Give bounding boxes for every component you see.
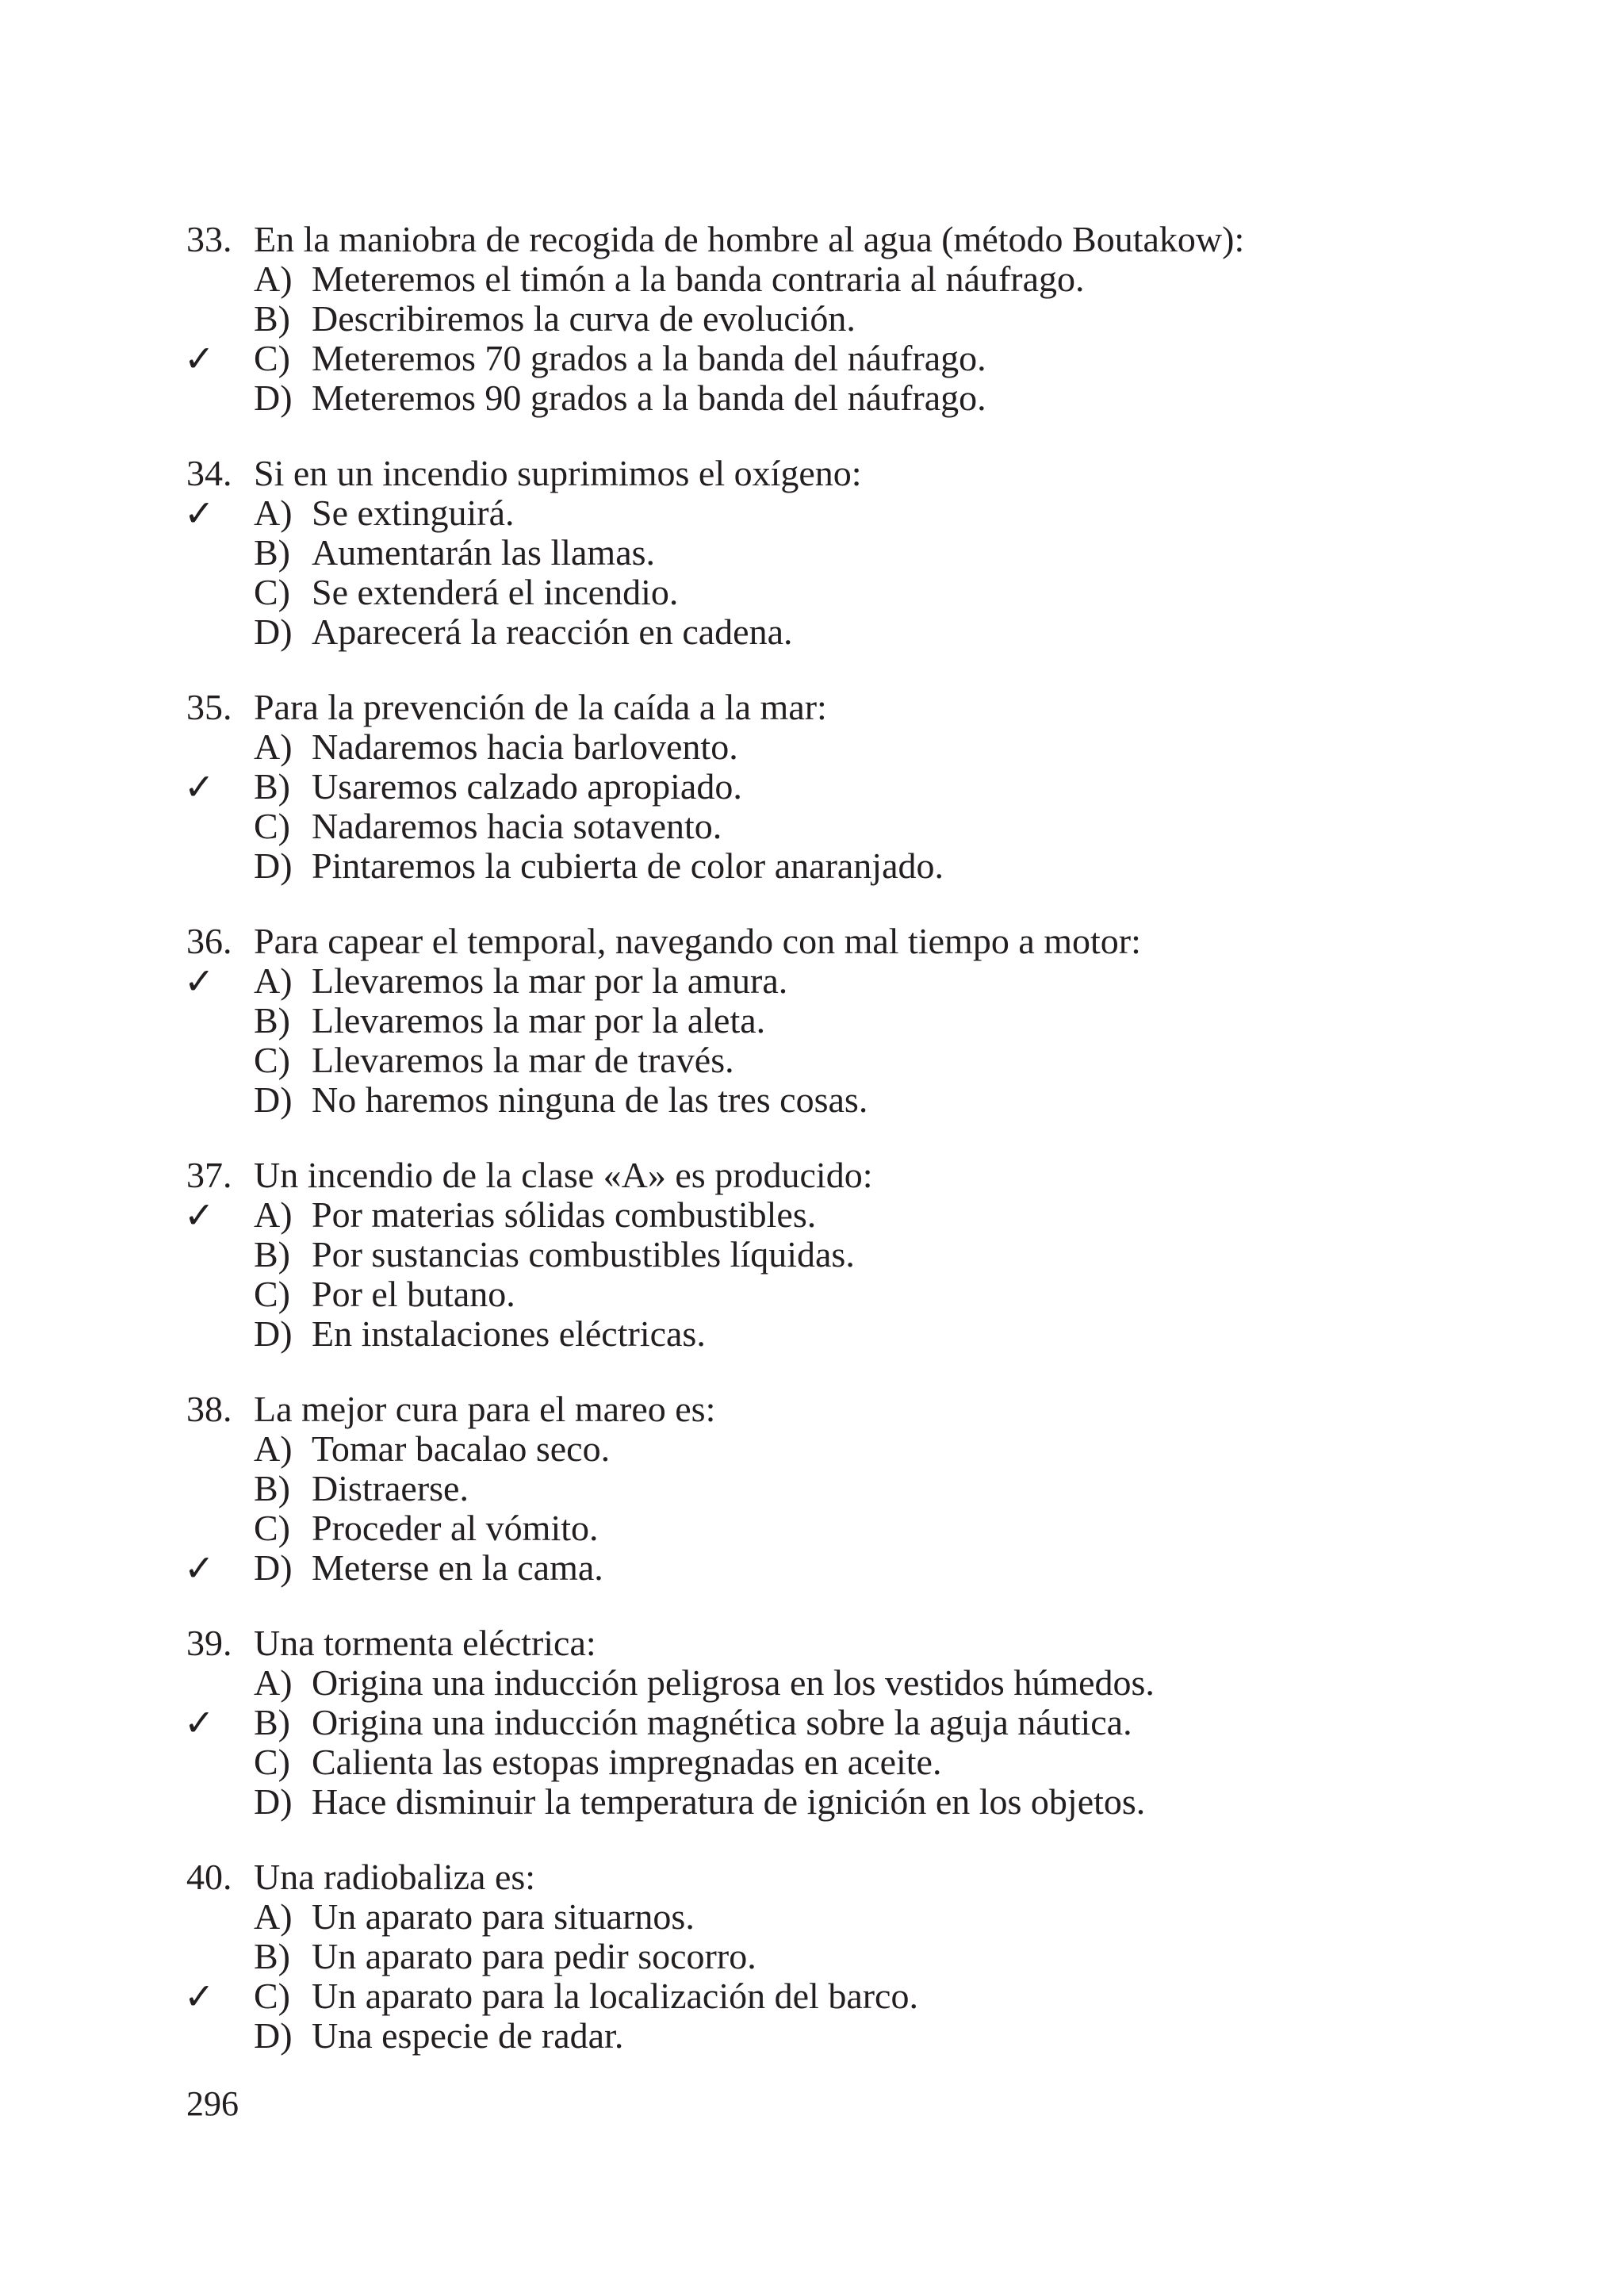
- option-text: Calienta las estopas impregnadas en aceite.: [312, 1742, 942, 1782]
- option-letter: A): [254, 259, 293, 299]
- answer-option-b: [0, 533, 1624, 573]
- question-number: 39.: [186, 1623, 232, 1663]
- question-number: 40.: [186, 1857, 232, 1897]
- question-text: Un incendio de la clase «A» es producido:: [254, 1155, 873, 1195]
- page-number: 296: [186, 2084, 239, 2123]
- answer-option-a: [0, 1195, 1624, 1235]
- option-text: Nadaremos hacia sotavento.: [312, 806, 722, 846]
- question-text: Si en un incendio suprimimos el oxígeno:: [254, 453, 862, 493]
- option-letter: B): [254, 1468, 290, 1508]
- answer-option-a: [0, 727, 1624, 767]
- option-text: Aparecerá la reacción en cadena.: [312, 611, 793, 652]
- option-letter: B): [254, 766, 290, 807]
- option-letter: C): [254, 572, 290, 612]
- question-34: [0, 454, 1624, 652]
- option-letter: C): [254, 1274, 290, 1314]
- option-text: En instalaciones eléctricas.: [312, 1313, 706, 1354]
- answer-option-c: [0, 1274, 1624, 1314]
- answer-option-a: [0, 1663, 1624, 1703]
- answer-option-c: [0, 807, 1624, 846]
- option-text: Un aparato para la localización del barco.: [312, 1976, 918, 2016]
- question-list: [0, 220, 1624, 2091]
- option-letter: A): [254, 1662, 293, 1703]
- option-text: Distraerse.: [312, 1468, 469, 1508]
- option-letter: C): [254, 1040, 290, 1080]
- answer-option-b: [0, 767, 1624, 807]
- question-stem: [0, 1389, 1624, 1429]
- question-text: La mejor cura para el mareo es:: [254, 1389, 716, 1429]
- option-letter: D): [254, 2015, 293, 2056]
- option-letter: B): [254, 532, 290, 573]
- answer-option-a: [0, 1897, 1624, 1937]
- option-letter: C): [254, 1508, 290, 1548]
- option-text: Pintaremos la cubierta de color anaranjado.: [312, 845, 944, 886]
- answer-option-d: [0, 1548, 1624, 1588]
- option-letter: A): [254, 960, 293, 1001]
- question-number: 38.: [186, 1389, 232, 1429]
- answer-option-c: [0, 1742, 1624, 1782]
- question-text: Una tormenta eléctrica:: [254, 1623, 596, 1663]
- answer-option-c: [0, 1976, 1624, 2016]
- option-text: Tomar bacalao seco.: [312, 1428, 611, 1469]
- answer-option-b: [0, 1703, 1624, 1742]
- option-text: Meteremos el timón a la banda contraria al náufrago.: [312, 259, 1085, 299]
- answer-option-b: [0, 1469, 1624, 1508]
- option-letter: B): [254, 1936, 290, 1976]
- question-number: 34.: [186, 453, 232, 493]
- question-stem: [0, 220, 1624, 259]
- answer-option-d: [0, 1314, 1624, 1354]
- option-text: Se extenderá el incendio.: [312, 572, 679, 612]
- question-36: [0, 922, 1624, 1120]
- check-mark-icon: ✓: [184, 492, 215, 535]
- option-letter: B): [254, 1702, 290, 1742]
- question-number: 37.: [186, 1155, 232, 1195]
- check-mark-icon: ✓: [184, 337, 215, 380]
- answer-option-c: [0, 573, 1624, 612]
- option-letter: A): [254, 493, 293, 533]
- answer-option-b: [0, 1235, 1624, 1274]
- option-text: Por materias sólidas combustibles.: [312, 1194, 817, 1235]
- question-stem: [0, 922, 1624, 961]
- option-letter: B): [254, 1000, 290, 1041]
- answer-option-c: [0, 1508, 1624, 1548]
- question-stem: [0, 1623, 1624, 1663]
- question-38: [0, 1389, 1624, 1588]
- answer-option-b: [0, 1937, 1624, 1976]
- question-number: 35.: [186, 687, 232, 727]
- option-text: Usaremos calzado apropiado.: [312, 766, 742, 807]
- option-letter: A): [254, 1428, 293, 1469]
- option-letter: D): [254, 1313, 293, 1354]
- option-letter: D): [254, 1079, 293, 1120]
- option-text: Origina una inducción magnética sobre la aguja náutica.: [312, 1702, 1132, 1742]
- option-letter: D): [254, 611, 293, 652]
- option-text: Describiremos la curva de evolución.: [312, 298, 856, 339]
- option-text: Una especie de radar.: [312, 2015, 624, 2056]
- option-text: Proceder al vómito.: [312, 1508, 599, 1548]
- option-text: Un aparato para pedir socorro.: [312, 1936, 756, 1976]
- option-letter: A): [254, 1896, 293, 1937]
- option-letter: D): [254, 1547, 293, 1588]
- answer-option-b: [0, 299, 1624, 339]
- question-text: Para capear el temporal, navegando con mal tiempo a motor:: [254, 921, 1141, 961]
- answer-option-a: [0, 1429, 1624, 1469]
- question-40: [0, 1857, 1624, 2056]
- option-letter: C): [254, 338, 290, 378]
- answer-option-d: [0, 1080, 1624, 1120]
- option-letter: B): [254, 1234, 290, 1274]
- question-39: [0, 1623, 1624, 1822]
- option-text: Meterse en la cama.: [312, 1547, 603, 1588]
- answer-option-d: [0, 846, 1624, 886]
- answer-option-d: [0, 378, 1624, 418]
- option-text: Hace disminuir la temperatura de ignición en los objetos.: [312, 1781, 1146, 1822]
- question-text: Una radiobaliza es:: [254, 1857, 536, 1897]
- option-text: Llevaremos la mar de través.: [312, 1040, 734, 1080]
- answer-option-d: [0, 612, 1624, 652]
- option-text: Origina una inducción peligrosa en los vestidos húmedos.: [312, 1662, 1155, 1703]
- check-mark-icon: ✓: [184, 1547, 215, 1589]
- check-mark-icon: ✓: [184, 765, 215, 808]
- option-letter: D): [254, 845, 293, 886]
- option-letter: C): [254, 1742, 290, 1782]
- answer-option-c: [0, 339, 1624, 378]
- question-37: [0, 1156, 1624, 1354]
- answer-option-a: [0, 493, 1624, 533]
- option-text: Un aparato para situarnos.: [312, 1896, 695, 1937]
- check-mark-icon: ✓: [184, 960, 215, 1002]
- option-text: Llevaremos la mar por la aleta.: [312, 1000, 766, 1041]
- option-letter: D): [254, 1781, 293, 1822]
- question-number: 33.: [186, 219, 232, 259]
- answer-option-a: [0, 961, 1624, 1001]
- question-stem: [0, 1857, 1624, 1897]
- option-text: Por el butano.: [312, 1274, 515, 1314]
- answer-option-d: [0, 1782, 1624, 1822]
- answer-option-a: [0, 259, 1624, 299]
- option-letter: A): [254, 1194, 293, 1235]
- question-stem: [0, 688, 1624, 727]
- option-text: Llevaremos la mar por la amura.: [312, 960, 788, 1001]
- option-text: Aumentarán las llamas.: [312, 532, 656, 573]
- option-letter: B): [254, 298, 290, 339]
- option-letter: A): [254, 726, 293, 767]
- question-33: [0, 220, 1624, 418]
- option-text: Meteremos 90 grados a la banda del náufrago.: [312, 378, 986, 418]
- check-mark-icon: ✓: [184, 1975, 215, 2018]
- option-letter: C): [254, 806, 290, 846]
- question-text: En la maniobra de recogida de hombre al agua (método Boutakow):: [254, 219, 1245, 259]
- question-35: [0, 688, 1624, 886]
- option-text: Meteremos 70 grados a la banda del náufrago.: [312, 338, 986, 378]
- question-number: 36.: [186, 921, 232, 961]
- question-stem: [0, 454, 1624, 493]
- option-text: Nadaremos hacia barlovento.: [312, 726, 738, 767]
- answer-option-c: [0, 1041, 1624, 1080]
- option-text: No haremos ninguna de las tres cosas.: [312, 1079, 868, 1120]
- answer-option-d: [0, 2016, 1624, 2056]
- option-text: Por sustancias combustibles líquidas.: [312, 1234, 855, 1274]
- check-mark-icon: ✓: [184, 1701, 215, 1744]
- option-text: Se extinguirá.: [312, 493, 515, 533]
- option-letter: C): [254, 1976, 290, 2016]
- question-stem: [0, 1156, 1624, 1195]
- question-text: Para la prevención de la caída a la mar:: [254, 687, 827, 727]
- answer-option-b: [0, 1001, 1624, 1041]
- check-mark-icon: ✓: [184, 1194, 215, 1236]
- option-letter: D): [254, 378, 293, 418]
